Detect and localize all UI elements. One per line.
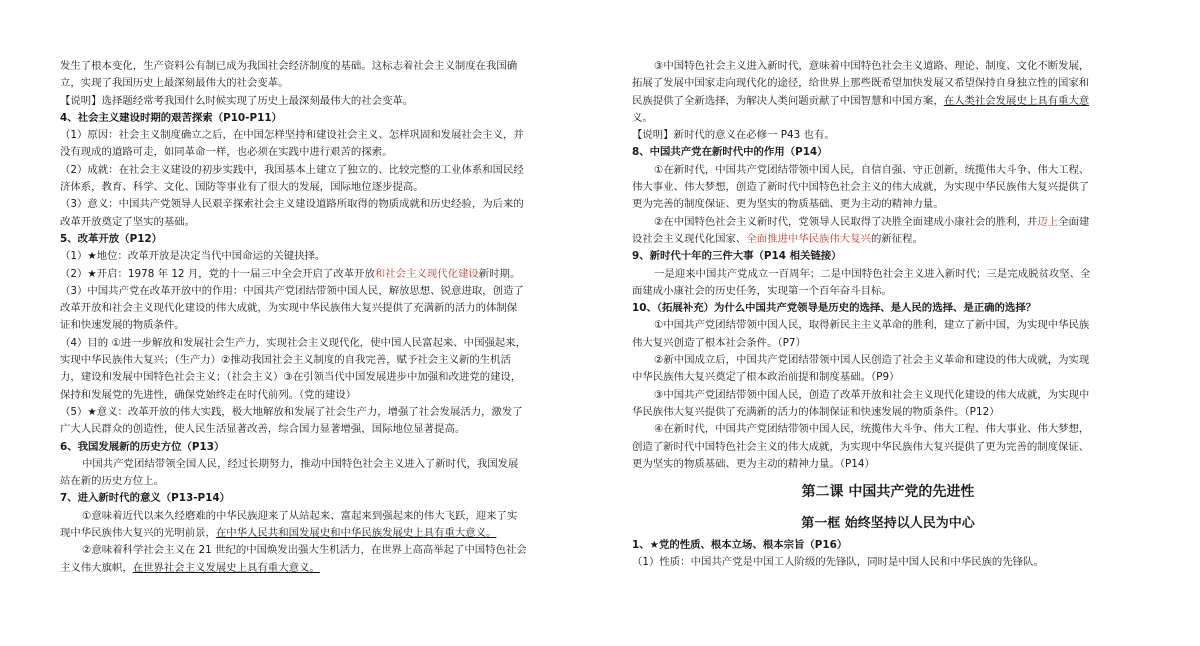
left-column xyxy=(60,58,580,577)
text-segment: ③中国共产党团结带领中国人民，创造了改革开放和社会主义现代化建设的伟大成就，为实现中 xyxy=(654,388,1090,401)
text-line xyxy=(632,266,1144,283)
section-lines xyxy=(632,537,1144,572)
text-line xyxy=(60,110,580,127)
text-segment: 【说明】选择题经常考我国什么时候实现了历史上最深刻最伟大的社会变革。 xyxy=(60,94,414,107)
text-line xyxy=(632,214,1144,231)
text-segment: 的新征程。 xyxy=(870,232,923,245)
text-line xyxy=(60,404,580,421)
text-segment: 华民族伟大复兴提供了充满新的活力的体制保证和快速发展的物质条件。（P12） xyxy=(632,405,1000,418)
underlined-text: 在世界社会主义发展史上具有重大意义。 xyxy=(132,561,320,574)
text-line xyxy=(632,335,1144,352)
text-segment: 6、我国发展新的历史方位（P13） xyxy=(60,440,225,453)
frame-title: 第一框 始终坚持以人民为中心 xyxy=(801,516,975,532)
text-segment: 更为坚实的物质基础、更为主动的精神力量。（P14） xyxy=(632,457,875,470)
text-segment: 伟大复兴创造了根本社会条件。（P7） xyxy=(632,336,806,349)
text-line xyxy=(632,110,1144,127)
text-line xyxy=(60,127,580,144)
text-segment: （1）★地位：改革开放是决定当代中国命运的关键抉择。 xyxy=(60,250,326,263)
text-segment: ④在新时代，中国共产党团结带领中国人民，统揽伟大斗争、伟大工程、伟大事业、伟大梦想， xyxy=(654,423,1090,436)
text-line xyxy=(60,387,580,404)
text-line xyxy=(632,387,1144,404)
text-line xyxy=(60,439,580,456)
text-segment: 中华民族伟大复兴奠定了根本政治前提和制度基础。（P9） xyxy=(632,371,900,384)
highlighted-text: 和社会主义现代化建设 xyxy=(374,267,479,280)
text-segment: 新时期。 xyxy=(478,267,521,280)
text-segment: （1）性质：中国共产党是中国工人阶级的先锋队，同时是中国人民和中华民族的先锋队。 xyxy=(632,556,1044,569)
text-line xyxy=(632,369,1144,386)
text-line xyxy=(632,93,1144,110)
text-segment: 没有现成的道路可走，如同革命一样，也必须在实践中进行艰苦的探索。 xyxy=(60,146,393,159)
text-segment: （3）意义：中国共产党领导人民艰辛探索社会主义建设道路所取得的物质成就和历史经验，为后来的 xyxy=(60,198,524,211)
text-line xyxy=(632,283,1144,300)
text-line xyxy=(60,58,580,75)
text-segment: 中国共产党团结带领全国人民，经过长期努力，推动中国特色社会主义进入了新时代，我国发展 xyxy=(82,457,519,470)
text-segment: （3）中国共产党在改革开放中的作用：中国共产党团结带领中国人民，解放思想、锐意进取，创造了 xyxy=(60,284,524,297)
text-segment: 发生了根本变化，生产资料公有制已成为我国社会经济制度的基础。这标志着社会主义制度在我国确 xyxy=(60,60,518,72)
text-segment: 拓展了发展中国家走向现代化的途径，给世界上那些既希望加快发展又希望保持自身独立性的国家和 xyxy=(632,77,1090,90)
text-line xyxy=(632,196,1144,213)
text-segment: ①在新时代，中国共产党团结带领中国人民，自信自强、守正创新，统揽伟大斗争、伟大工程、 xyxy=(654,163,1090,176)
text-line xyxy=(632,162,1144,179)
text-segment: （4）目的 ①进一步解放和发展社会生产力，实现社会主义现代化，使中国人民富起来、中国强起来， xyxy=(60,336,527,349)
text-segment: 更为完善的制度保证、更为坚实的物质基础、更为主动的精神力量。 xyxy=(632,198,944,211)
text-line xyxy=(632,554,1144,571)
text-line xyxy=(60,248,580,265)
text-segment: （1）原因：社会主义制度确立之后，在中国怎样坚持和建设社会主义、怎样巩固和发展社会主义，并 xyxy=(60,129,524,142)
text-line xyxy=(632,231,1144,248)
text-segment: ②意味着科学社会主义在 21 世纪的中国焕发出强大生机活力，在世界上高高举起了中国特色社会 xyxy=(82,544,527,557)
text-line xyxy=(632,179,1144,196)
text-segment: （5）★意义：改革开放的伟大实践，极大地解放和发展了社会生产力，增强了社会发展活力，激发了 xyxy=(60,405,523,418)
right-column-lines xyxy=(632,58,1144,473)
text-line xyxy=(632,58,1144,75)
text-line xyxy=(60,508,580,525)
text-line xyxy=(60,542,580,559)
text-line xyxy=(632,456,1144,473)
text-segment: ②新中国成立后，中国共产党团结带领中国人民创造了社会主义革命和建设的伟大成就，为实现 xyxy=(654,354,1090,367)
text-line xyxy=(60,300,580,317)
text-line xyxy=(60,560,580,577)
text-segment: 主义伟大旗帜， xyxy=(60,561,133,574)
text-segment: 改革开放奠定了坚实的基础。 xyxy=(60,215,196,228)
text-segment: 8、中国共产党在新时代中的作用（P14） xyxy=(632,146,828,159)
text-line xyxy=(632,537,1144,554)
text-line xyxy=(632,439,1144,456)
text-segment: 立，实现了我国历史上最深刻最伟大的社会变革。 xyxy=(60,77,289,90)
text-line xyxy=(60,144,580,161)
underlined-text: 在中华人民共和国发展史和中华民族发展史上具有重大意义。 xyxy=(215,527,497,540)
text-line xyxy=(60,266,580,283)
text-line xyxy=(632,352,1144,369)
text-line xyxy=(60,369,580,386)
text-line xyxy=(60,179,580,196)
text-line xyxy=(60,352,580,369)
text-segment: 5、改革开放（P12） xyxy=(60,232,163,245)
text-segment: 广大人民群众的创造性，使人民生活显著改善，综合国力显著增强，国际地位显著提高。 xyxy=(60,423,466,436)
text-segment: 面建成小康社会的历史任务，实现第一个百年奋斗目标。 xyxy=(632,284,892,297)
text-segment: 现中华民族伟大复兴的光明前景， xyxy=(60,527,216,540)
text-segment: 10、（拓展补充）为什么中国共产党领导是历史的选择、是人民的选择、是正确的选择？ xyxy=(632,302,1037,315)
text-line xyxy=(60,335,580,352)
text-line xyxy=(632,300,1144,317)
text-segment: ①中国共产党团结带领中国人民，取得新民主主义革命的胜利，建立了新中国，为实现中华民族 xyxy=(654,319,1090,332)
text-segment: 一是迎来中国共产党成立一百周年；二是中国特色社会主义进入新时代；三是完成脱贫攻坚、全 xyxy=(654,267,1091,280)
text-segment: ③中国特色社会主义进入新时代，意味着中国特色社会主义道路、理论、制度、文化不断发展， xyxy=(654,60,1090,72)
text-segment: 设社会主义现代化国家、 xyxy=(632,232,747,245)
text-segment: 7、进入新时代的意义（P13-P14） xyxy=(60,492,230,505)
text-line xyxy=(632,144,1144,161)
underlined-text: 在人类社会发展史上具有重大意 xyxy=(943,94,1090,107)
text-segment: 【说明】新时代的意义在必修一 P43 也有。 xyxy=(632,129,835,142)
text-segment: 9、新时代十年的三件大事（P14 相关链接） xyxy=(632,250,842,263)
text-segment: 力，建设和发展中国特色社会主义；（社会主义）③在引领当代中国发展进步中加强和改进党的建设， xyxy=(60,371,522,384)
lesson-title: 第二课 中国共产党的先进性 xyxy=(801,484,975,501)
text-line xyxy=(60,231,580,248)
text-segment: 改革开放和社会主义现代化建设的伟大成就，为实现中华民族伟大复兴提供了充满新的活力的体制保 xyxy=(60,302,518,315)
text-segment: （2）★开启：1978 年 12 月，党的十一届三中全会开启了改革开放 xyxy=(60,267,375,280)
text-segment: 4、社会主义建设时期的艰苦探索（P10-P11） xyxy=(60,111,282,124)
text-segment: （2）成就：在社会主义建设的初步实践中，我国基本上建立了独立的、比较完整的工业体系和国民经 xyxy=(60,163,524,176)
text-line xyxy=(60,525,580,542)
text-segment: 证和快速发展的物质条件。 xyxy=(60,319,185,332)
text-line xyxy=(60,421,580,438)
text-line xyxy=(632,317,1144,334)
text-segment: 站在新的历史方位上。 xyxy=(60,475,164,488)
text-line xyxy=(632,421,1144,438)
text-line xyxy=(632,248,1144,265)
text-line xyxy=(60,317,580,334)
text-segment: 济体系，教育、科学、文化、国防等事业有了很大的发展，国际地位逐步提高。 xyxy=(60,181,424,194)
text-line xyxy=(60,473,580,490)
text-segment: 民族提供了全新选择，为解决人类问题贡献了中国智慧和中国方案， xyxy=(632,94,944,107)
text-line xyxy=(632,127,1144,144)
highlighted-text: 迈上 xyxy=(1037,215,1059,228)
text-segment: ②在中国特色社会主义新时代，党领导人民取得了决胜全面建成小康社会的胜利，并 xyxy=(654,215,1038,228)
text-line xyxy=(632,404,1144,421)
text-segment: ①意味着近代以来久经磨难的中华民族迎来了从站起来、富起来到强起来的伟大飞跃，迎来了实 xyxy=(82,509,518,522)
text-line xyxy=(60,93,580,110)
text-line xyxy=(60,283,580,300)
highlighted-text: 全面推进中华民族伟大复兴 xyxy=(746,232,871,245)
text-line xyxy=(60,196,580,213)
text-segment: 伟大事业、伟大梦想，创造了新时代中国特色社会主义的伟大成就，为实现中华民族伟大复兴提供了 xyxy=(632,181,1090,194)
text-segment: 创造了新时代中国特色社会主义的伟大成就，为实现中华民族伟大复兴提供了更为完善的制度保证、 xyxy=(632,440,1090,453)
text-segment: 1、★党的性质、根本立场、根本宗旨（P16） xyxy=(632,539,848,552)
text-line xyxy=(60,214,580,231)
text-segment: 全面建 xyxy=(1058,215,1090,228)
right-column xyxy=(632,58,1144,572)
text-line xyxy=(60,490,580,507)
text-line xyxy=(632,75,1144,92)
text-segment: 实现中华民族伟大复兴；（生产力）②推动我国社会主义制度的自我完善，赋予社会主义新的生机活 xyxy=(60,354,511,367)
text-segment: 保持和发展党的先进性，确保党始终走在时代前列。（党的建设） xyxy=(60,388,357,401)
text-segment: 义。 xyxy=(632,111,653,124)
text-line xyxy=(60,456,580,473)
text-line xyxy=(60,75,580,92)
text-line xyxy=(60,162,580,179)
